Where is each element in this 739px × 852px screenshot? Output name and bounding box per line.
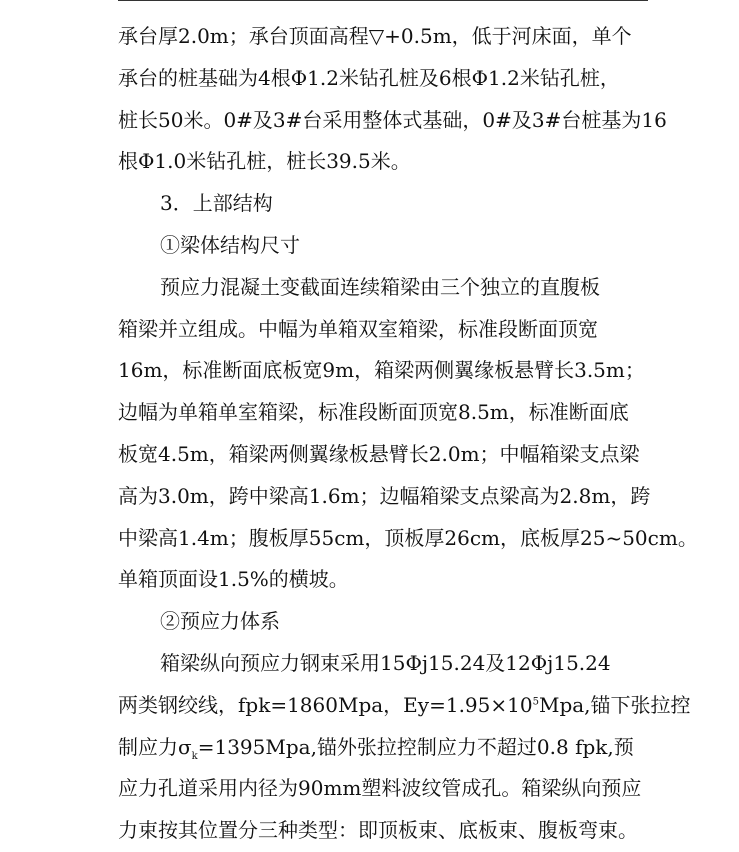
text-line: 承台的桩基础为4根Φ1.2米钻孔桩及6根Φ1.2米钻孔桩，: [118, 65, 620, 90]
text-line: 高为3.0m，跨中梁高1.6m；边幅箱梁支点梁高为2.8m，跨: [118, 483, 651, 508]
text-line: 箱梁纵向预应力钢束采用15Φj15.24及12Φj15.24: [160, 650, 611, 675]
text-line: 中梁高1.4m；腹板厚55cm，顶板厚26cm，底板厚25~50cm。: [118, 525, 698, 550]
top-rule: [118, 0, 648, 1]
text-line: 边幅为单箱单室箱梁，标准段断面顶宽8.5m，标准断面底: [118, 400, 629, 425]
subsection-heading: ①梁体结构尺寸: [160, 232, 300, 257]
section-heading: 3．上部结构: [160, 191, 273, 216]
text-line: 预应力混凝土变截面连续箱梁由三个独立的直腹板: [160, 274, 600, 299]
text-segment: 两类钢绞线，fpk=1860Mpa，Ey=1.95×10: [118, 692, 533, 717]
text-line: 根Φ1.0米钻孔桩，桩长39.5米。: [118, 149, 411, 174]
text-line: 承台厚2.0m；承台顶面高程▽+0.5m，低于河床面，单个: [118, 24, 632, 48]
text-line: [118, 685, 691, 727]
superscript: 5: [532, 696, 539, 708]
text-line: 桩长50米。0#及3#台采用整体式基础，0#及3#台桩基为16: [118, 107, 667, 132]
text-line: 应力孔道采用内径为90mm塑料波纹管成孔。箱梁纵向预应: [118, 776, 642, 801]
subscript: k: [191, 750, 198, 762]
document-body: [118, 16, 698, 852]
text-line: 箱梁并立组成。中幅为单箱双室箱梁，标准段断面顶宽: [118, 316, 598, 341]
text-line: 板宽4.5m，箱梁两侧翼缘板悬臂长2.0m；中幅箱梁支点梁: [118, 441, 640, 466]
subsection-heading: ②预应力体系: [160, 609, 280, 634]
text-segment: =1395Mpa,锚外张拉控制应力不超过0.8 fpk,预: [197, 734, 634, 759]
text-segment: Mpa,锚下张拉控: [538, 692, 691, 717]
text-line: [118, 727, 658, 769]
text-segment: 制应力σ: [118, 734, 192, 759]
text-line: 力束按其位置分三种类型：即顶板束、底板束、腹板弯束。: [118, 818, 638, 843]
text-line: 16m，标准断面底板宽9m，箱梁两侧翼缘板悬臂长3.5m；: [118, 358, 645, 383]
text-line: 单箱顶面设1.5%的横坡。: [118, 567, 349, 592]
